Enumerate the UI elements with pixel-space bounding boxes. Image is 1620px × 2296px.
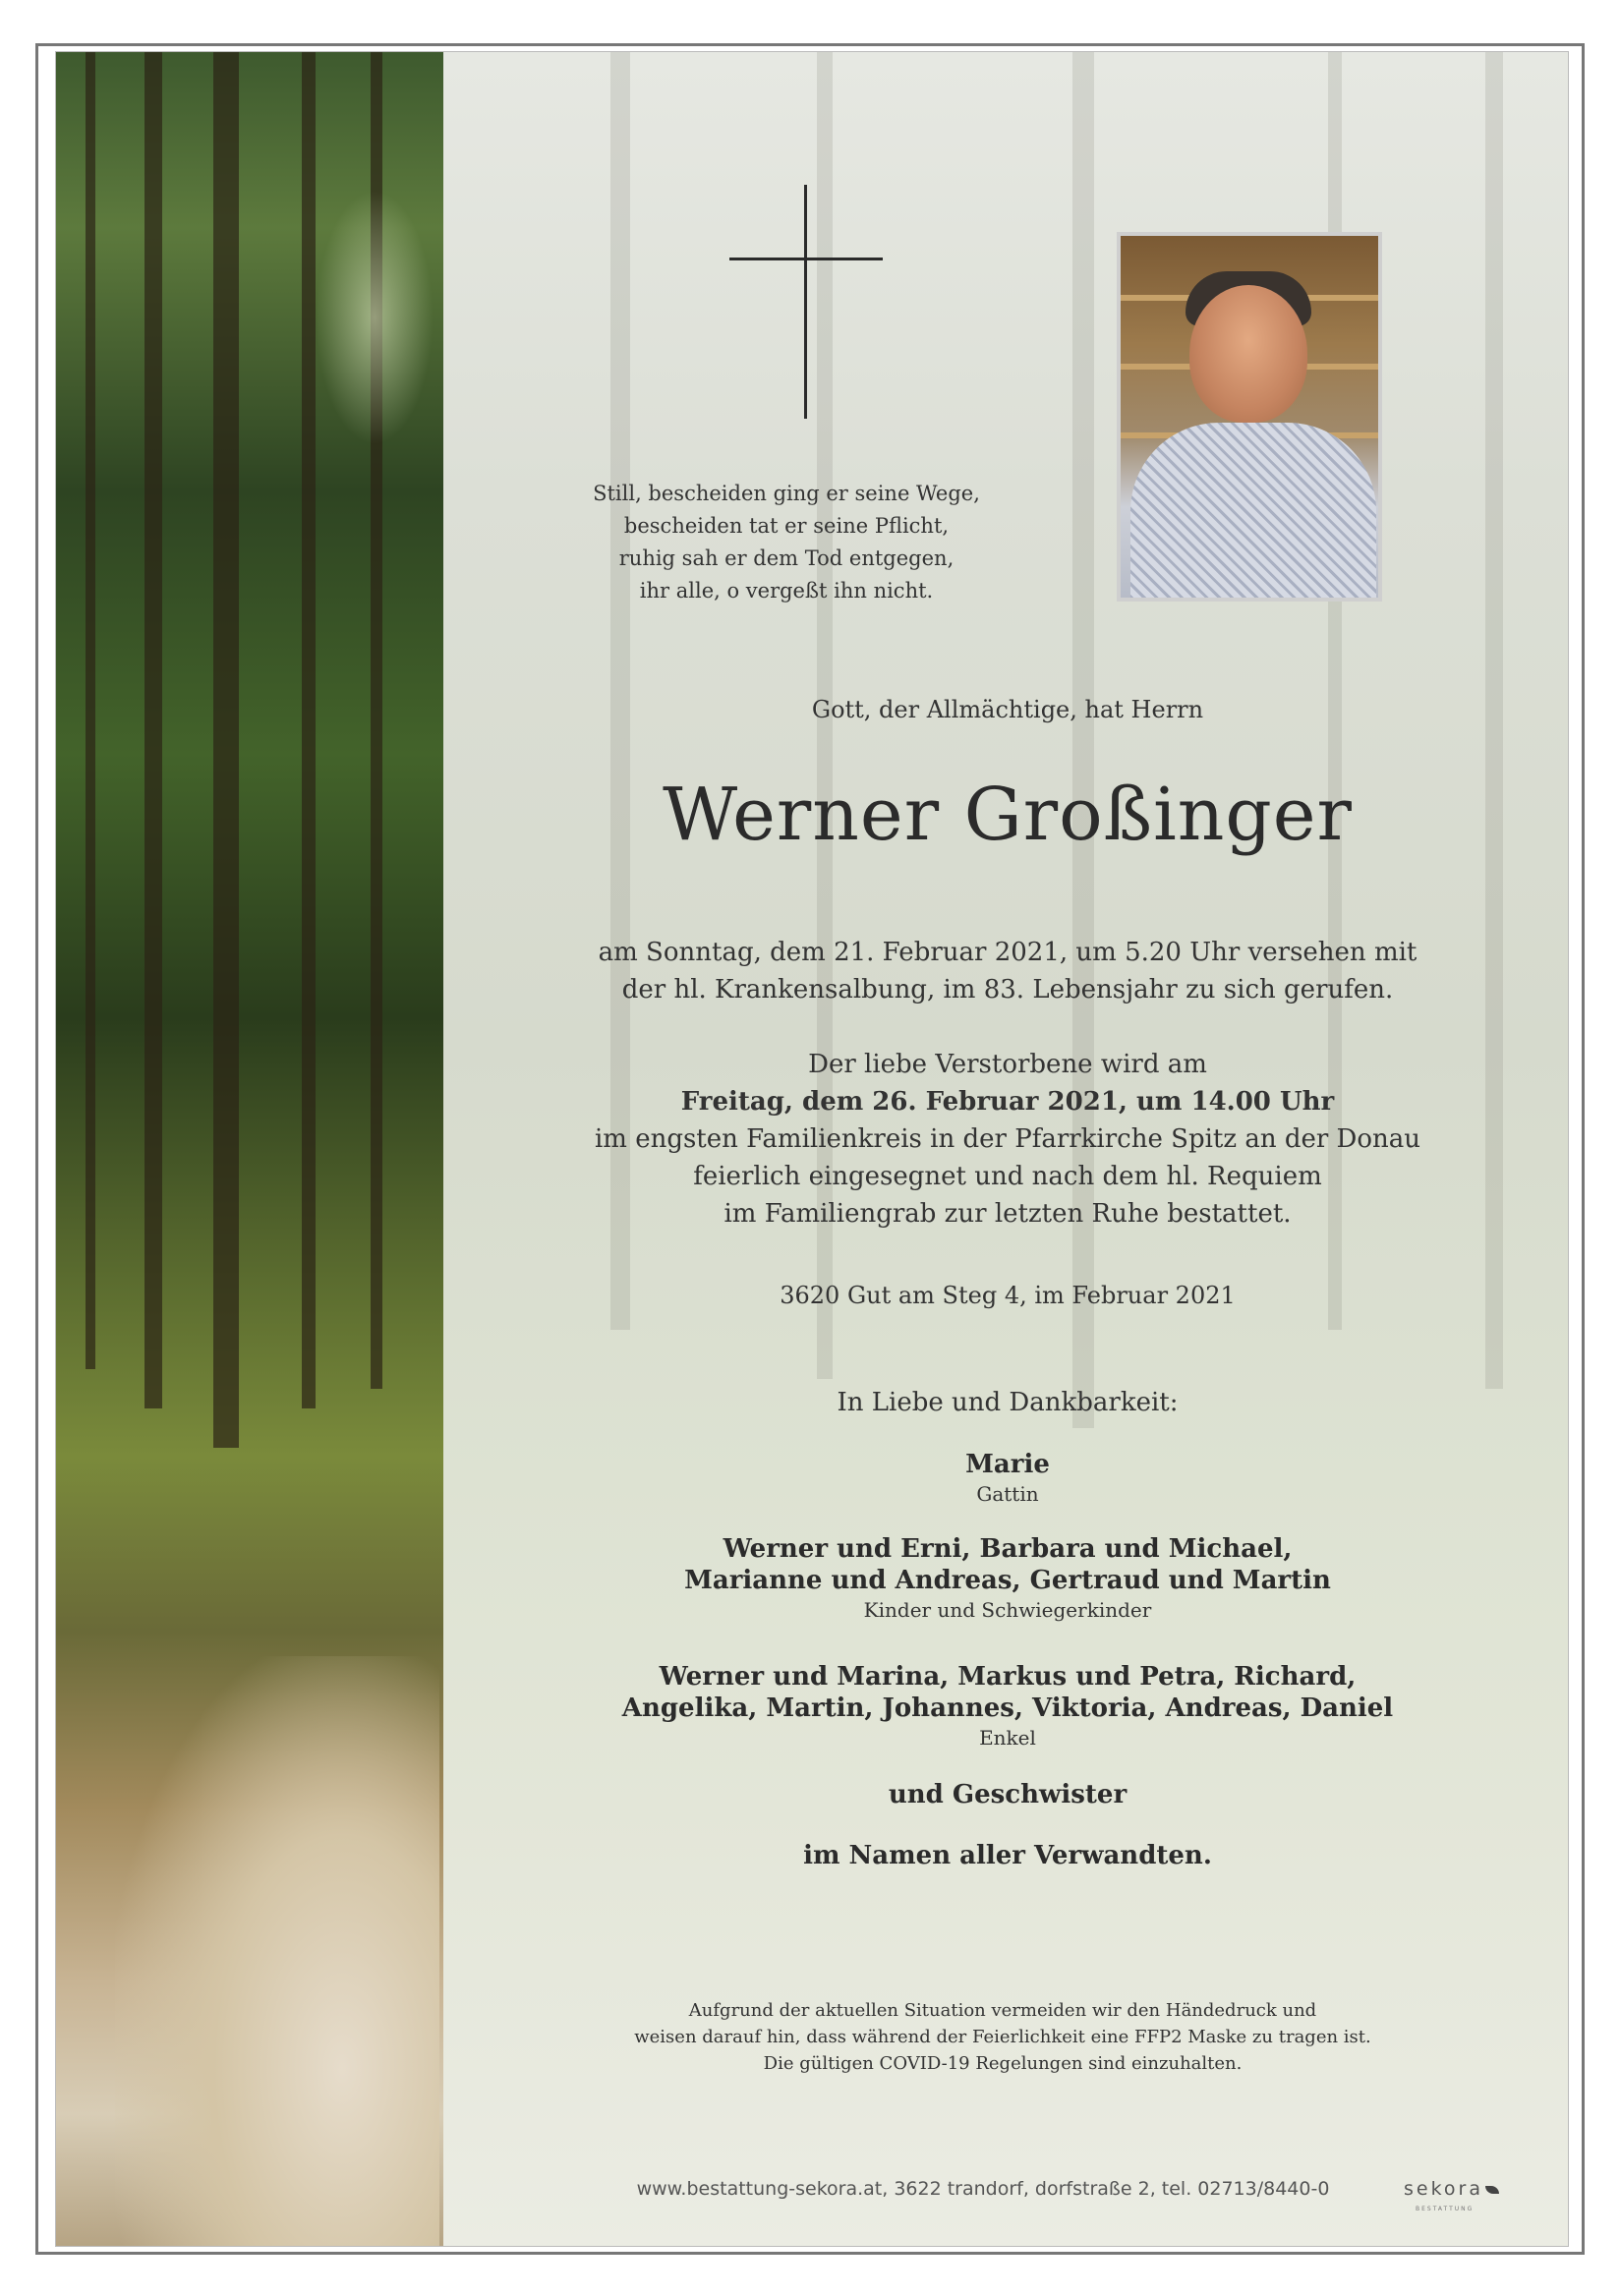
funeral-line: feierlich eingesegnet und nach dem hl. Requiem [693, 1162, 1322, 1191]
mourner-grandchildren [560, 1661, 1455, 1751]
sekora-logo [1404, 2178, 1499, 2200]
funeral-date: Freitag, dem 26. Februar 2021, um 14.00 Uhr [680, 1087, 1335, 1117]
death-line: am Sonntag, dem 21. Februar 2021, um 5.20 Uhr versehen mit [598, 938, 1418, 967]
death-announcement [560, 934, 1455, 1008]
funeral-details [560, 1046, 1455, 1233]
cross-icon [804, 185, 807, 419]
cross-icon-bar [729, 258, 883, 260]
motto-line: Still, bescheiden ging er seine Wege, [593, 482, 980, 505]
funeral-line: im Familiengrab zur letzten Ruhe bestattet. [723, 1199, 1292, 1229]
notice-line: Aufgrund der aktuellen Situation vermeiden wir den Händedruck und [688, 2000, 1317, 2021]
mourner-relation: Gattin [976, 1482, 1039, 1506]
thanks-heading: In Liebe und Dankbarkeit: [837, 1388, 1179, 1417]
mourner-relation: Kinder und Schwiegerkinder [863, 1598, 1152, 1622]
motto-line: ihr alle, o vergeßt ihn nicht. [639, 579, 934, 603]
funeral-line: im engsten Familienkreis in der Pfarrkirche Spitz an der Donau [594, 1124, 1421, 1154]
motto-line: ruhig sah er dem Tod entgegen, [618, 546, 955, 570]
deceased-name: Werner Großinger [663, 773, 1353, 857]
mourner-relatives: im Namen aller Verwandten. [803, 1841, 1212, 1870]
mourner-wife [560, 1449, 1455, 1508]
notice-line: weisen darauf hin, dass während der Feierlichkeit eine FFP2 Maske zu tragen ist. [634, 2027, 1371, 2047]
mourner-relation: Enkel [979, 1726, 1036, 1750]
portrait-photo [1117, 232, 1382, 602]
mourner-names: Angelika, Martin, Johannes, Viktoria, Andreas, Daniel [621, 1693, 1394, 1723]
covid-notice [609, 1997, 1396, 2077]
intro-text: Gott, der Allmächtige, hat Herrn [811, 696, 1204, 723]
mourner-names: Marie [965, 1450, 1050, 1479]
motto-verse [590, 478, 983, 607]
funeral-line: Der liebe Verstorbene wird am [808, 1050, 1207, 1079]
mourner-siblings: und Geschwister [888, 1780, 1128, 1809]
motto-line: bescheiden tat er seine Pflicht, [623, 514, 950, 538]
place-date: 3620 Gut am Steg 4, im Februar 2021 [780, 1282, 1236, 1309]
bird-icon [1485, 2186, 1499, 2194]
mourner-children [560, 1533, 1455, 1624]
death-line: der hl. Krankensalbung, im 83. Lebensjahr zu sich gerufen. [621, 975, 1394, 1004]
footer-contact: www.bestattung-sekora.at, 3622 trandorf, dorfstraße 2, tel. 02713/8440-0 [636, 2178, 1330, 2200]
mourner-names: Marianne und Andreas, Gertraud und Martin [684, 1566, 1331, 1595]
mourner-names: Werner und Erni, Barbara und Michael, [723, 1534, 1293, 1564]
logo-subtitle: BESTATTUNG [1416, 2206, 1475, 2212]
forest-photo [56, 52, 443, 2246]
logo-text: sekora [1404, 2178, 1483, 2200]
notice-line: Die gültigen COVID-19 Regelungen sind einzuhalten. [763, 2053, 1243, 2074]
mourner-names: Werner und Marina, Markus und Petra, Richard, [659, 1662, 1357, 1692]
